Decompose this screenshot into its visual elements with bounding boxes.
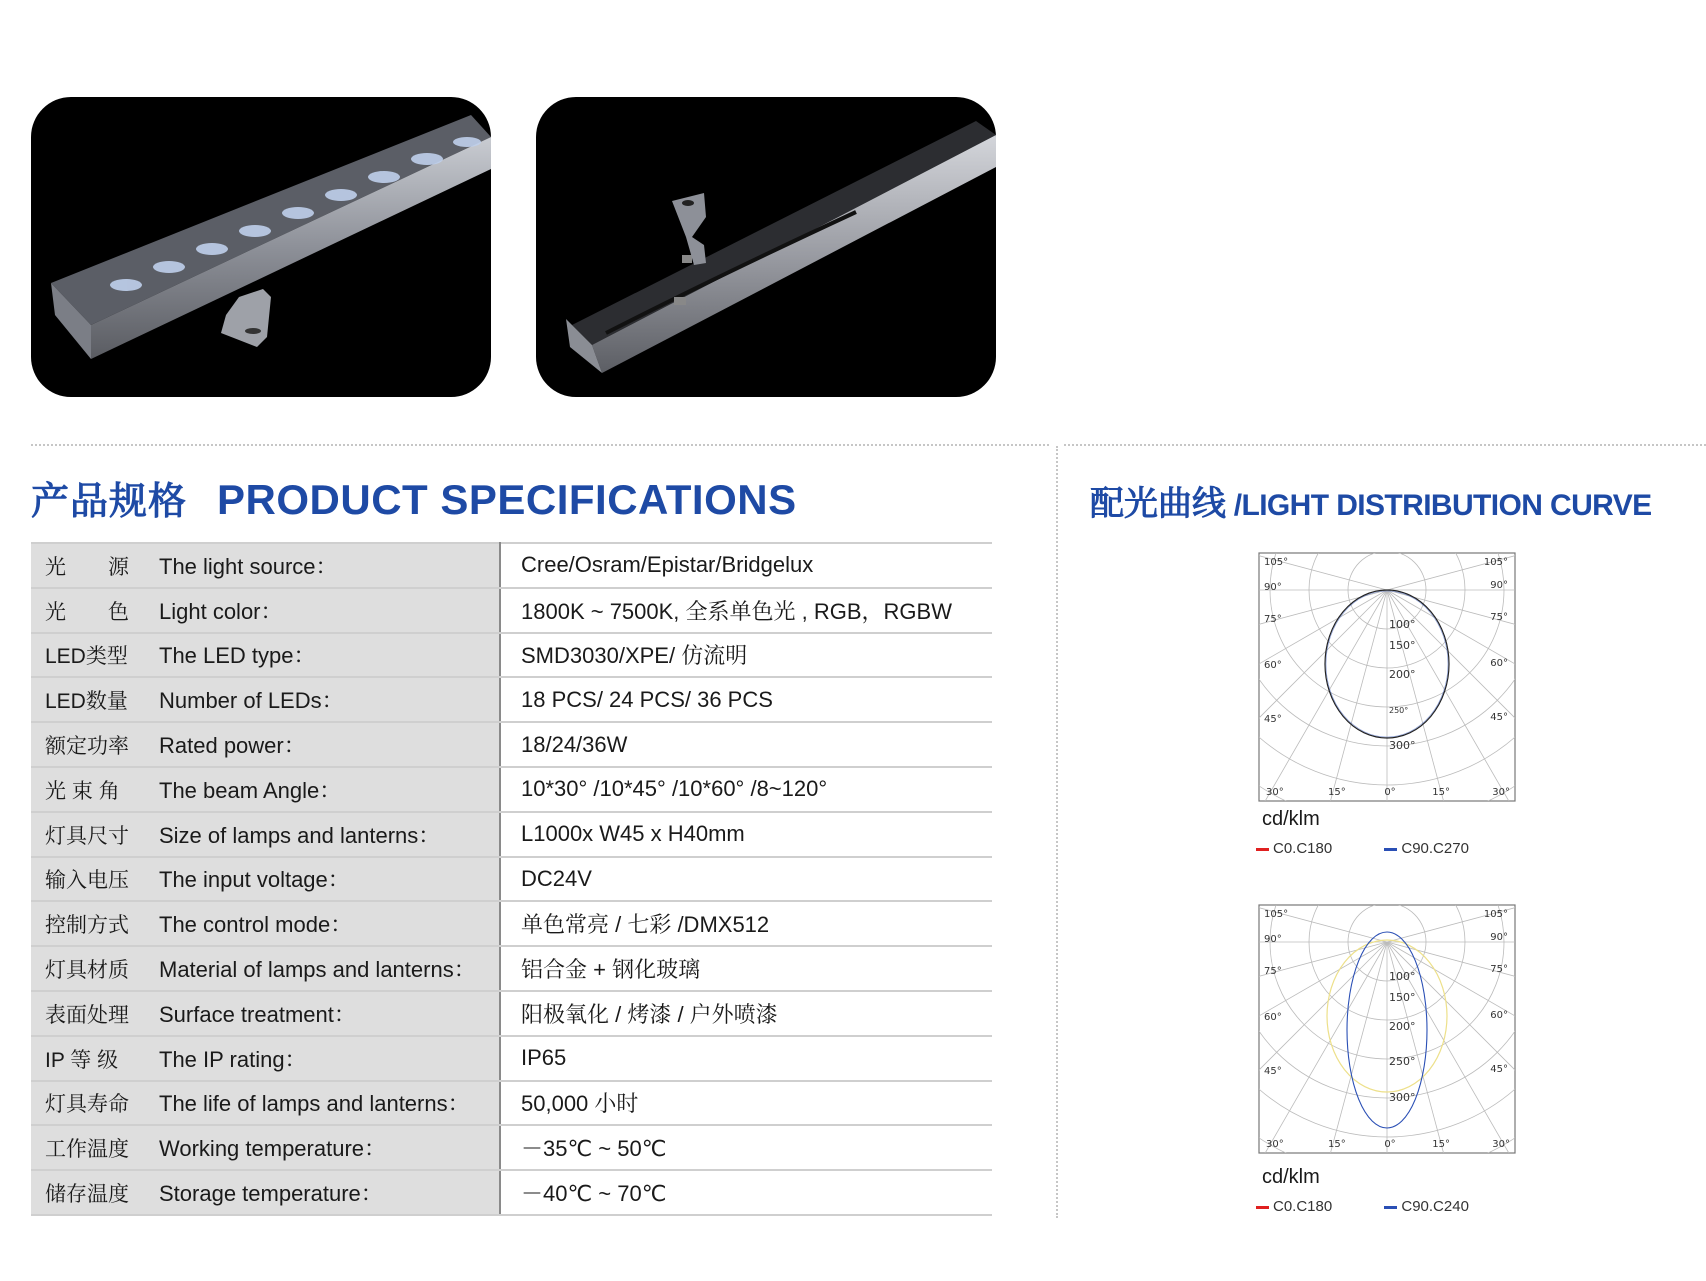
spec-row xyxy=(31,588,992,633)
spec-value: 18/24/36W xyxy=(500,722,992,767)
grid-spoke xyxy=(1258,590,1387,694)
angle-label: 60° xyxy=(1264,660,1282,671)
spec-label-en: The control mode： xyxy=(159,912,353,938)
spec-label-zh: 工作温度 xyxy=(45,1138,129,1162)
chart-1-unit: cd/klm xyxy=(1262,808,1320,830)
spec-value: 1800K ~ 7500K, 全系单色光 , RGB，RGBW xyxy=(500,588,992,633)
spec-table xyxy=(31,542,992,1216)
grid-spoke xyxy=(1258,942,1387,1046)
spec-label-zh: 灯具材质 xyxy=(45,959,129,983)
spec-label-en: Light color： xyxy=(159,598,283,624)
radial-tick: 150° xyxy=(1389,639,1416,652)
spec-label-en: The life of lamps and lanterns： xyxy=(159,1091,470,1117)
spec-value: 10*30° /10*45° /10*60° /8~120° xyxy=(500,767,992,812)
spec-label-zh: 输入电压 xyxy=(45,869,129,893)
spec-row xyxy=(31,767,992,812)
legend-label-c90: C90.C240 xyxy=(1401,1198,1469,1215)
polar-chart-2 xyxy=(1258,904,1516,1154)
spec-row xyxy=(31,1125,992,1170)
legend-label-c0: C0.C180 xyxy=(1273,1198,1333,1215)
radial-tick: 100° xyxy=(1389,970,1416,983)
spec-row xyxy=(31,901,992,946)
spec-value: －35℃ ~ 50℃ xyxy=(500,1125,992,1170)
angle-label: 90° xyxy=(1490,932,1508,943)
spec-row xyxy=(31,857,992,902)
angle-label: 30° xyxy=(1492,1139,1510,1150)
spec-label-cell xyxy=(31,588,500,633)
spec-title-en: PRODUCT SPECIFICATIONS xyxy=(217,476,797,523)
curve-title-zh: 配光曲线 xyxy=(1090,485,1226,523)
spec-row xyxy=(31,991,992,1036)
product-photo-front xyxy=(31,97,491,397)
horizontal-divider xyxy=(31,444,1049,446)
spec-row xyxy=(31,812,992,857)
angle-label: 105° xyxy=(1264,557,1289,568)
spec-label-cell xyxy=(31,677,500,722)
angle-label: 75° xyxy=(1264,966,1282,977)
spec-section-title xyxy=(31,470,797,525)
radial-tick: 100° xyxy=(1389,618,1416,631)
angle-label: 75° xyxy=(1490,612,1508,623)
spec-label-zh: 灯具尺寸 xyxy=(45,824,129,848)
legend-label-c0: C0.C180 xyxy=(1273,840,1333,857)
angle-label: 30° xyxy=(1266,1139,1284,1150)
angle-label: 105° xyxy=(1264,909,1289,920)
angle-label: 15° xyxy=(1432,787,1450,798)
spec-value: Cree/Osram/Epistar/Bridgelux xyxy=(500,543,992,588)
spec-label-cell xyxy=(31,1081,500,1126)
spec-row xyxy=(31,946,992,991)
spec-row xyxy=(31,722,992,767)
horizontal-divider-right xyxy=(1064,444,1706,446)
vertical-divider xyxy=(1056,446,1058,1218)
spec-value: L1000x W45 x H40mm xyxy=(500,812,992,857)
angle-label: 75° xyxy=(1264,614,1282,625)
angle-label: 30° xyxy=(1266,787,1284,798)
spec-label-zh: 光 源 xyxy=(45,555,129,579)
spec-label-zh: 表面处理 xyxy=(45,1003,129,1027)
spec-label-en: Size of lamps and lanterns： xyxy=(159,822,441,848)
angle-label: 45° xyxy=(1490,712,1508,723)
legend-swatch-c90 xyxy=(1384,1206,1397,1209)
spec-label-cell xyxy=(31,767,500,812)
spec-label-en: Storage temperature： xyxy=(159,1181,383,1207)
spec-label-zh: 储存温度 xyxy=(45,1183,129,1207)
radial-tick: 150° xyxy=(1389,991,1416,1004)
angle-label: 0° xyxy=(1384,1139,1396,1150)
spec-label-en: The beam Angle： xyxy=(159,777,342,803)
spec-label-en: Surface treatment： xyxy=(159,1001,356,1027)
spec-label-zh: LED类型 xyxy=(45,645,128,669)
angle-label: 0° xyxy=(1384,787,1396,798)
spec-label-cell xyxy=(31,946,500,991)
spec-value: －40℃ ~ 70℃ xyxy=(500,1170,992,1215)
spec-row xyxy=(31,543,992,588)
chart-2-legend xyxy=(1256,1198,1469,1215)
spec-label-zh: IP 等 级 xyxy=(45,1048,119,1072)
angle-label: 90° xyxy=(1264,582,1282,593)
angle-label: 30° xyxy=(1492,787,1510,798)
spec-label-en: The light source： xyxy=(159,553,338,579)
radial-tick: 200° xyxy=(1389,1020,1416,1033)
spec-title-zh: 产品规格 xyxy=(31,481,188,523)
spec-label-zh: 光 色 xyxy=(45,600,129,624)
chart-1-legend xyxy=(1256,840,1469,857)
angle-label: 45° xyxy=(1490,1064,1508,1075)
spec-value: SMD3030/XPE/ 仿流明 xyxy=(500,633,992,678)
angle-label: 90° xyxy=(1264,934,1282,945)
legend-swatch-c0 xyxy=(1256,1206,1269,1209)
spec-label-cell xyxy=(31,543,500,588)
angle-label: 105° xyxy=(1483,909,1508,920)
spec-label-zh: 额定功率 xyxy=(45,735,129,759)
curve-section-title xyxy=(1090,476,1652,525)
spec-label-zh: LED数量 xyxy=(45,690,128,714)
spec-value: 50,000 小时 xyxy=(500,1081,992,1126)
spec-label-en: The IP rating： xyxy=(159,1046,307,1072)
spec-label-en: The LED type： xyxy=(159,643,316,669)
legend-swatch-c90 xyxy=(1384,848,1397,851)
legend-label-c90: C90.C270 xyxy=(1401,840,1469,857)
spec-label-en: Rated power： xyxy=(159,733,306,759)
angle-label: 60° xyxy=(1264,1012,1282,1023)
angle-label: 45° xyxy=(1264,1066,1282,1077)
spec-label-cell xyxy=(31,722,500,767)
polar-grid xyxy=(1258,904,1516,1154)
radial-tick: 300° xyxy=(1389,1091,1416,1104)
angle-label: 90° xyxy=(1490,580,1508,591)
spec-label-cell xyxy=(31,633,500,678)
spec-row xyxy=(31,1081,992,1126)
spec-label-zh: 灯具寿命 xyxy=(45,1093,129,1117)
spec-row xyxy=(31,1036,992,1081)
spec-label-cell xyxy=(31,1036,500,1081)
spec-label-en: Working temperature： xyxy=(159,1136,387,1162)
radial-tick: 300° xyxy=(1389,739,1416,752)
spec-value: IP65 xyxy=(500,1036,992,1081)
angle-label: 60° xyxy=(1490,1010,1508,1021)
spec-label-zh: 控制方式 xyxy=(45,914,129,938)
angle-label: 15° xyxy=(1328,1139,1346,1150)
chart-2-unit: cd/klm xyxy=(1262,1166,1320,1188)
spec-label-cell xyxy=(31,1170,500,1215)
spec-label-zh: 光 束 角 xyxy=(45,779,120,803)
angle-label: 15° xyxy=(1328,787,1346,798)
spec-label-cell xyxy=(31,812,500,857)
spec-value: 阳极氧化 / 烤漆 / 户外喷漆 xyxy=(500,991,992,1036)
spec-label-cell xyxy=(31,1125,500,1170)
curve-title-en: /LIGHT DISTRIBUTION CURVE xyxy=(1226,489,1652,522)
spec-label-cell xyxy=(31,857,500,902)
spec-value: 单色常亮 / 七彩 /DMX512 xyxy=(500,901,992,946)
angle-label: 15° xyxy=(1432,1139,1450,1150)
angle-label: 75° xyxy=(1490,964,1508,975)
spec-value: 铝合金 + 钢化玻璃 xyxy=(500,946,992,991)
radial-tick: 250° xyxy=(1389,706,1409,715)
spec-row xyxy=(31,677,992,722)
spec-row xyxy=(31,633,992,678)
product-photo-back xyxy=(536,97,996,397)
angle-label: 60° xyxy=(1490,658,1508,669)
angle-label: 45° xyxy=(1264,714,1282,725)
spec-label-cell xyxy=(31,901,500,946)
radial-tick: 200° xyxy=(1389,668,1416,681)
spec-value: DC24V xyxy=(500,857,992,902)
polar-chart-1 xyxy=(1258,552,1516,802)
spec-label-en: The input voltage： xyxy=(159,867,350,893)
spec-row xyxy=(31,1170,992,1215)
spec-label-en: Number of LEDs： xyxy=(159,688,344,714)
radial-tick: 250° xyxy=(1389,1055,1416,1068)
grid-spoke xyxy=(1283,942,1387,1154)
spec-value: 18 PCS/ 24 PCS/ 36 PCS xyxy=(500,677,992,722)
spec-label-cell xyxy=(31,991,500,1036)
grid-spoke xyxy=(1283,590,1387,802)
spec-label-en: Material of lamps and lanterns： xyxy=(159,957,476,983)
angle-label: 105° xyxy=(1483,557,1508,568)
legend-swatch-c0 xyxy=(1256,848,1269,851)
